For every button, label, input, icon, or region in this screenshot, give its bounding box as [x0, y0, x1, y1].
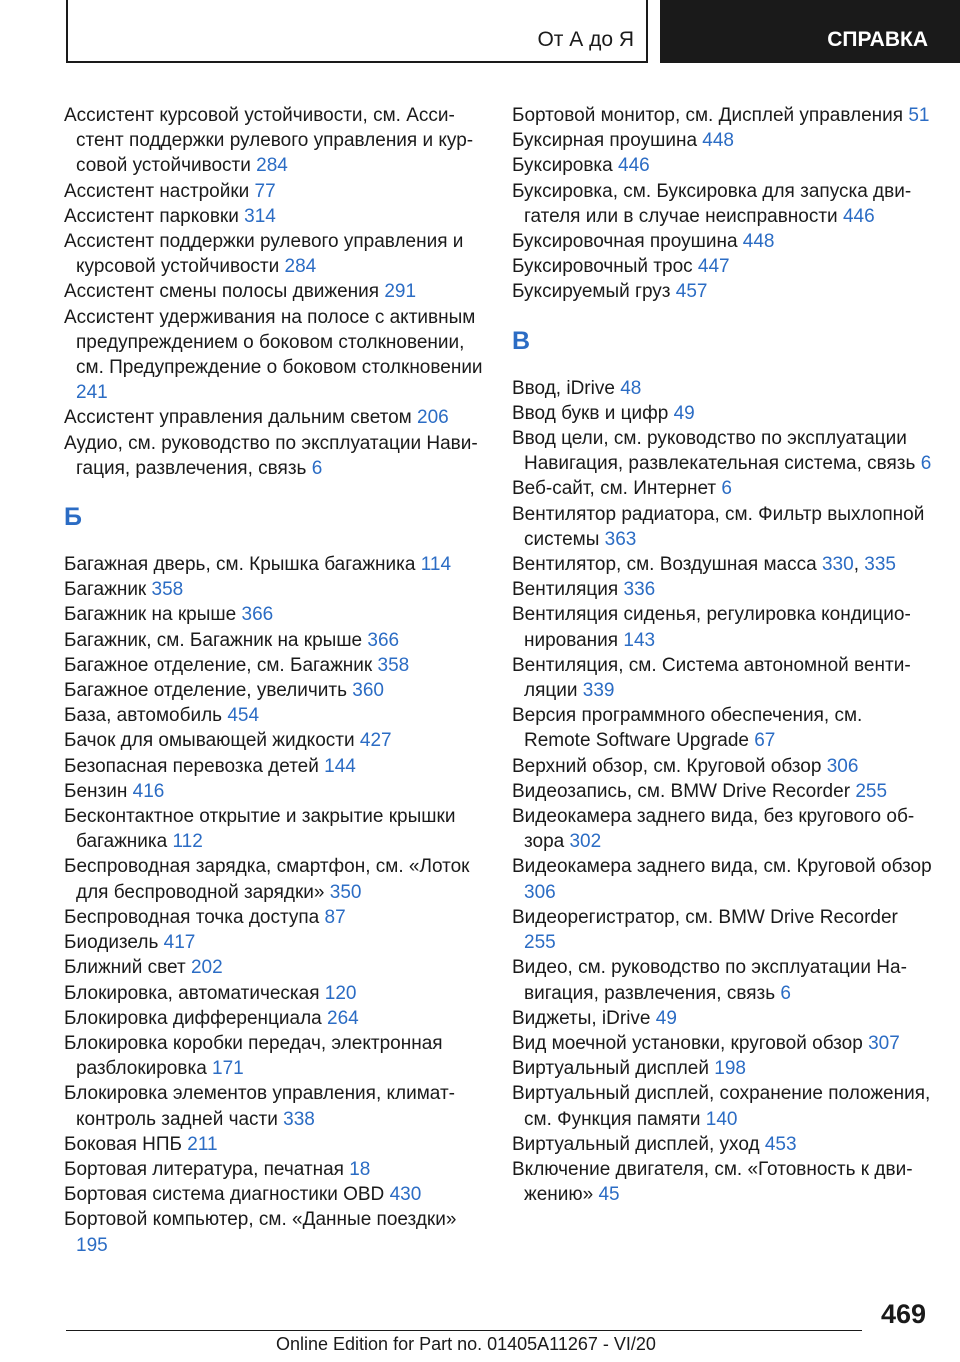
- index-entry-text: Вентиляция: [512, 579, 619, 601]
- page-reference-link[interactable]: 358: [377, 654, 410, 676]
- page-reference-link[interactable]: 45: [598, 1184, 620, 1206]
- index-entry-text: Багажное отделение, см. Багажник: [64, 654, 373, 676]
- page-reference-link[interactable]: 202: [190, 957, 223, 979]
- index-entry: [512, 229, 932, 254]
- index-entry: [64, 577, 484, 602]
- index-entry: [64, 703, 484, 728]
- index-entry-text: Беспроводная зарядка, смартфон, см. «Лоток для беспроводной зарядки»: [64, 856, 470, 903]
- page-reference-link[interactable]: 49: [655, 1007, 677, 1029]
- page-reference-link[interactable]: 241: [76, 382, 108, 404]
- index-entry-text: Вид моечной установки, круговой обзор: [512, 1032, 863, 1054]
- index-entry: [512, 779, 932, 804]
- index-entry: [512, 754, 932, 779]
- page-reference-link[interactable]: 306: [524, 881, 556, 903]
- page-reference-link[interactable]: 366: [367, 629, 400, 651]
- index-entry-text: Блокировка дифференциала: [64, 1007, 322, 1029]
- index-entry: [64, 179, 484, 204]
- page-reference-link[interactable]: 6: [721, 478, 732, 500]
- index-entry-text: Блокировка элементов управления, климат-контроль задней части: [64, 1083, 455, 1130]
- page-reference-link[interactable]: 77: [254, 180, 276, 202]
- page-reference-link[interactable]: 255: [855, 780, 888, 802]
- page-reference-link[interactable]: 314: [244, 205, 276, 227]
- index-entry-text: Версия программного обеспечения, см. Remote Software Upgrade: [512, 705, 863, 752]
- index-entry-text: Багажная дверь, см. Крышка багажника: [64, 554, 416, 576]
- index-entry-text: Бортовая система диагностики OBD: [64, 1184, 385, 1206]
- page-reference-link[interactable]: 335: [864, 554, 896, 576]
- index-entry: [64, 103, 484, 179]
- index-entry: [64, 905, 484, 930]
- page-reference-link[interactable]: 416: [132, 780, 165, 802]
- index-entry: [64, 602, 484, 627]
- page-reference-link[interactable]: 198: [714, 1058, 746, 1080]
- page-reference-link[interactable]: 366: [241, 604, 274, 626]
- index-letter-heading: Б: [64, 503, 82, 532]
- index-entry-text: Багажник на крыше: [64, 604, 237, 626]
- index-entry: [64, 1157, 484, 1182]
- index-entry-text: Боковая НПБ: [64, 1133, 182, 1155]
- index-column-right: [512, 103, 932, 1207]
- section-tab-a-z: [66, 0, 648, 63]
- index-entry: [64, 405, 484, 430]
- index-entry-text: Видеорегистратор, см. BMW Drive Recorder: [512, 906, 898, 928]
- index-entry-text: Видеозапись, см. BMW Drive Recorder: [512, 780, 851, 802]
- index-entry-text: Блокировка, автоматическая: [64, 982, 320, 1004]
- page-reference-link[interactable]: 48: [620, 377, 642, 399]
- index-entry: [512, 577, 932, 602]
- index-entry: [64, 204, 484, 229]
- index-entry: [64, 1207, 484, 1257]
- index-entry-text: Веб-сайт, см. Интернет: [512, 478, 717, 500]
- page-reference-link[interactable]: 427: [359, 730, 392, 752]
- page-reference-link[interactable]: 112: [172, 831, 203, 853]
- index-entry-text: Безопасная перевозка детей: [64, 755, 319, 777]
- index-entry: [512, 103, 932, 128]
- index-entry-text: Буксировка: [512, 155, 613, 177]
- index-entry-text: Верхний обзор, см. Круговой обзор: [512, 755, 822, 777]
- index-letter-heading: В: [512, 326, 531, 355]
- index-entry: [512, 128, 932, 153]
- index-entry: [64, 779, 484, 804]
- page-reference-link[interactable]: 446: [618, 155, 650, 177]
- page-reference-link[interactable]: 306: [826, 755, 859, 777]
- page-reference-link[interactable]: 140: [705, 1108, 738, 1130]
- index-entry: [64, 305, 484, 406]
- page-reference-link[interactable]: 284: [256, 155, 288, 177]
- index-entry-text: Ассистент парковки: [64, 205, 239, 227]
- index-entry: [512, 905, 932, 955]
- index-entry: [64, 930, 484, 955]
- index-entry: [64, 981, 484, 1006]
- index-entry-text: Бортовой компьютер, см. «Данные поездки»: [64, 1209, 457, 1231]
- index-entry-text: Багажник, см. Багажник на крыше: [64, 629, 363, 651]
- index-entry-text: Виртуальный дисплей, сохранение положения, см. Функция памяти: [512, 1083, 931, 1130]
- index-entry-text: Аудио, см. руководство по эксплуатации Навигация, развлечения, связь: [64, 432, 478, 479]
- section-tab-reference: [660, 0, 960, 63]
- index-entry-text: Буксирная проушина: [512, 130, 698, 152]
- page-reference-link[interactable]: 18: [349, 1158, 371, 1180]
- page-reference-link[interactable]: 448: [702, 130, 734, 152]
- page-reference-link[interactable]: 195: [76, 1234, 108, 1256]
- page-reference-link[interactable]: 454: [227, 705, 260, 727]
- index-entry-text: Вентиляция, см. Система автономной вентиляции: [512, 654, 911, 702]
- index-entry-text: Ввод цели, см. руководство по эксплуатации Навигация, развлекательная система, связь: [512, 428, 916, 475]
- index-entry: [64, 1081, 484, 1131]
- page-reference-link[interactable]: 6: [311, 457, 323, 479]
- page-reference-link[interactable]: 120: [324, 982, 357, 1004]
- index-entry-text: Беспроводная точка доступа: [64, 906, 320, 928]
- index-entry-text: Буксировочная проушина: [512, 231, 738, 253]
- index-entry: [512, 279, 932, 304]
- index-entry-text: Блокировка коробки передач, электронная разблокировка: [64, 1032, 443, 1080]
- index-entry: [64, 728, 484, 753]
- index-entry: [512, 854, 932, 904]
- index-entry: [512, 1157, 932, 1207]
- index-entry-text: Багажное отделение, увеличить: [64, 680, 347, 702]
- index-entry-text: Буксировочный трос: [512, 256, 693, 278]
- page-reference-link[interactable]: 264: [327, 1007, 359, 1029]
- index-entry-text: Ввод букв и цифр: [512, 402, 669, 424]
- index-entry-text: Видеокамера заднего вида, без кругового обзора: [512, 806, 915, 853]
- index-entry: [64, 229, 484, 279]
- index-entry-text: Бортовой монитор, см. Дисплей управления: [512, 105, 904, 126]
- index-entry-text: Виртуальный дисплей, уход: [512, 1133, 760, 1155]
- page-reference-link[interactable]: 302: [569, 831, 602, 853]
- page-reference-link[interactable]: 417: [163, 932, 196, 954]
- index-entry: [64, 678, 484, 703]
- page-reference-link[interactable]: 338: [283, 1108, 315, 1130]
- page-reference-link[interactable]: 6: [920, 453, 932, 475]
- page-reference-link[interactable]: 339: [582, 680, 615, 702]
- index-entry: [64, 1031, 484, 1081]
- index-entry: [64, 279, 484, 304]
- index-entry: [512, 254, 932, 279]
- index-entry: [512, 401, 932, 426]
- index-entry: [512, 1006, 932, 1031]
- page-reference-link[interactable]: 363: [604, 528, 637, 550]
- page-reference-link[interactable]: 350: [329, 881, 362, 903]
- page-reference-link[interactable]: 143: [623, 629, 656, 651]
- index-entry: [512, 179, 932, 229]
- index-entry-text: Виртуальный дисплей: [512, 1058, 709, 1080]
- page-reference-link[interactable]: 336: [623, 579, 656, 601]
- page-header: [0, 0, 960, 68]
- index-entry: [512, 376, 932, 401]
- section-tab-a-z-label: От А до Я: [537, 28, 634, 51]
- index-entry: Вентилятор, см. Воздушная масса 330, 335: [512, 554, 896, 576]
- index-entry: [512, 1081, 932, 1131]
- section-tab-reference-label: СПРАВКА: [827, 28, 928, 51]
- index-entry: [64, 754, 484, 779]
- index-entry-text: Вентилятор радиатора, см. Фильтр выхлопной системы: [512, 503, 925, 550]
- page-reference-link[interactable]: 284: [284, 256, 317, 278]
- index-entry-text: Виджеты, iDrive: [512, 1007, 651, 1029]
- page-reference-link[interactable]: 307: [868, 1032, 900, 1054]
- index-entry-text: Вентилятор, см. Воздушная масса: [512, 554, 817, 576]
- footer-edition-text: Online Edition for Part no. 01405A11267 - VI/20: [276, 1334, 656, 1354]
- index-entry-text: Ввод, iDrive: [512, 377, 615, 399]
- index-entry: [512, 653, 932, 703]
- page-number: 469: [880, 1299, 926, 1329]
- index-entry: [64, 955, 484, 980]
- page-reference-link[interactable]: 330: [821, 554, 854, 576]
- index-entry: [64, 1006, 484, 1031]
- page-reference-link[interactable]: 447: [697, 256, 730, 278]
- index-entry: [512, 804, 932, 854]
- index-entry-text: Бачок для омывающей жидкости: [64, 730, 355, 752]
- index-entry: [64, 804, 484, 854]
- page-reference-link[interactable]: 67: [754, 730, 776, 752]
- index-entry: [64, 552, 484, 577]
- index-entry-text: Ассистент настройки: [64, 180, 250, 202]
- index-entry: [64, 854, 484, 904]
- index-entry-text: Ассистент удерживания на полосе с активным предупреждением о боковом столкновении, см. Предупреждение о боковом столкновении: [64, 306, 483, 379]
- index-entry-text: Бортовая литература, печатная: [64, 1158, 344, 1180]
- page-reference-link[interactable]: 144: [324, 755, 356, 777]
- page-reference-link[interactable]: 171: [212, 1058, 244, 1080]
- index-entry-text: Ассистент поддержки рулевого управления и курсовой устойчивости: [64, 231, 464, 278]
- page-reference-link[interactable]: 6: [780, 982, 791, 1004]
- page-reference-link[interactable]: 291: [384, 281, 417, 303]
- page-reference-link[interactable]: 206: [417, 407, 449, 429]
- page-reference-link[interactable]: 114: [420, 554, 452, 576]
- index-entry: [64, 1182, 484, 1207]
- index-entry: [512, 602, 932, 652]
- index-entry: [512, 502, 932, 552]
- index-entry-text: Видео, см. руководство по эксплуатации Навигация, развлечения, связь: [512, 957, 907, 1004]
- page-reference-link[interactable]: 358: [151, 579, 184, 601]
- index-entry: [64, 1132, 484, 1157]
- index-entry: [64, 431, 484, 481]
- page-reference-link[interactable]: 430: [389, 1184, 422, 1206]
- index-entry-text: Ассистент курсовой устойчивости, см. Ассистент поддержки рулевого управления и курсовой устойчивости: [64, 105, 474, 177]
- index-entry: [512, 955, 932, 1005]
- index-entry: [512, 1056, 932, 1081]
- index-entry-text: Бензин: [64, 780, 128, 802]
- index-entry: [512, 1132, 932, 1157]
- page-reference-link[interactable]: 448: [742, 231, 775, 253]
- index-entry-text: Буксируемый груз: [512, 281, 671, 303]
- index-entry-text: Включение двигателя, см. «Готовность к движению»: [512, 1158, 913, 1206]
- index-entry-text: Вентиляция сиденья, регулировка кондиционирования: [512, 604, 911, 651]
- index-entry: [64, 653, 484, 678]
- index-entry-text: Ближний свет: [64, 957, 186, 979]
- index-entry-text: Багажник: [64, 579, 147, 601]
- index-entry-text: Бесконтактное открытие и закрытие крышки багажника: [64, 806, 456, 853]
- index-entry: [512, 703, 932, 753]
- index-entry: [512, 153, 932, 178]
- page-reference-link[interactable]: 51: [908, 105, 930, 126]
- page-reference-link[interactable]: 49: [673, 402, 695, 424]
- index-entry-text: Буксировка, см. Буксировка для запуска двигателя или в случае неисправности: [512, 180, 912, 227]
- page-reference-link[interactable]: 360: [352, 680, 384, 702]
- index-entry-text: Ассистент смены полосы движения: [64, 281, 380, 303]
- index-column-left: [64, 103, 484, 1258]
- page-reference-link[interactable]: 255: [524, 932, 556, 954]
- index-entry: [64, 628, 484, 653]
- index-entry-text: База, автомобиль: [64, 705, 223, 727]
- index-entry: [512, 426, 932, 476]
- index-entry-text: Биодизель: [64, 932, 159, 954]
- footer-divider: [66, 1330, 862, 1331]
- page-reference-link[interactable]: 446: [842, 205, 875, 227]
- page-reference-link[interactable]: 453: [764, 1133, 797, 1155]
- index-entry-text: Видеокамера заднего вида, см. Круговой обзор: [512, 856, 932, 878]
- page-reference-link[interactable]: 457: [675, 281, 708, 303]
- page-reference-link[interactable]: 211: [187, 1133, 218, 1155]
- page-reference-link[interactable]: 87: [324, 906, 346, 928]
- index-entry: [512, 476, 932, 501]
- index-entry: [512, 1031, 932, 1056]
- index-entry-text: Ассистент управления дальним светом: [64, 407, 412, 429]
